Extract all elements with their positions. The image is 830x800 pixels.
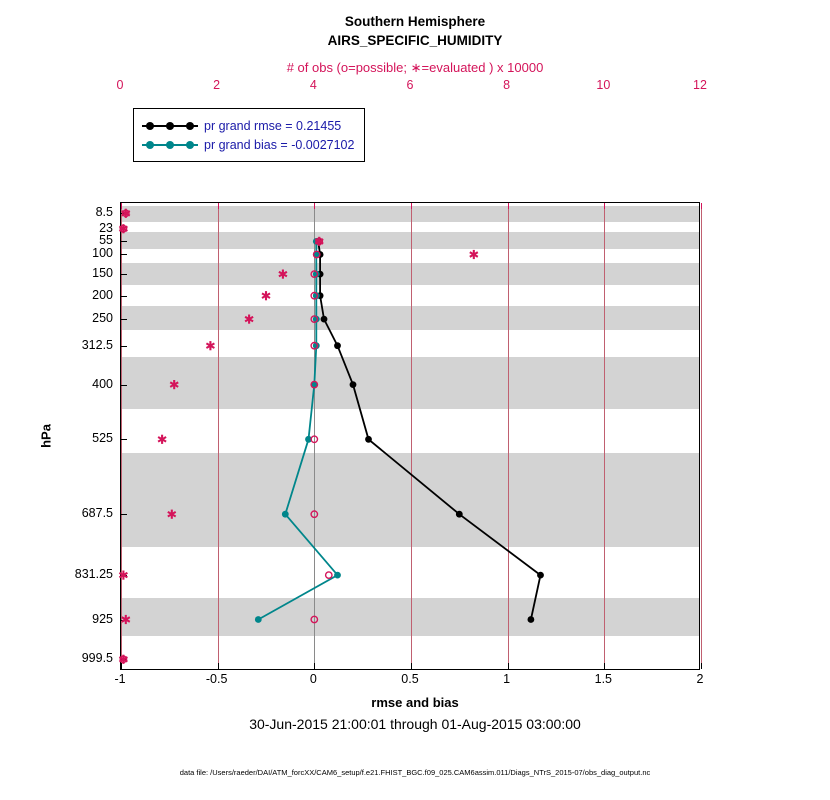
y-ticklabel: 200 bbox=[92, 287, 113, 302]
evaluated-obs-marker bbox=[170, 380, 178, 389]
y-ticklabel: 8.5 bbox=[95, 205, 113, 220]
time-range-subtitle: 30-Jun-2015 21:00:01 through 01-Aug-2015 03:00:00 bbox=[249, 716, 581, 732]
y-axis-title: hPa bbox=[38, 424, 54, 448]
evaluated-obs-marker bbox=[470, 250, 478, 259]
x-ticklabel: -1 bbox=[114, 672, 126, 686]
top-ticklabel: 6 bbox=[406, 78, 414, 92]
evaluated-obs-marker bbox=[206, 341, 214, 350]
evaluated-obs-marker bbox=[119, 571, 127, 580]
y-ticklabel: 525 bbox=[92, 431, 113, 446]
top-ticklabel: 0 bbox=[116, 78, 124, 92]
series-marker bbox=[528, 616, 535, 623]
x-tickmark bbox=[701, 663, 702, 669]
x-ticklabel: 2 bbox=[696, 672, 704, 686]
y-ticklabel: 925 bbox=[92, 611, 113, 626]
series-overlay bbox=[121, 203, 701, 671]
title-line-1: Southern Hemisphere bbox=[344, 14, 486, 29]
series-marker bbox=[365, 436, 372, 443]
legend-item[interactable] bbox=[142, 135, 354, 154]
evaluated-obs-marker bbox=[262, 291, 270, 300]
x-ticklabel: 1 bbox=[503, 672, 511, 686]
top-ticklabel: 2 bbox=[213, 78, 221, 92]
y-ticklabel: 312.5 bbox=[81, 337, 113, 352]
series-marker bbox=[334, 342, 341, 349]
evaluated-obs-marker bbox=[279, 270, 287, 279]
evaluated-obs-marker bbox=[158, 435, 166, 444]
series-marker bbox=[255, 616, 262, 623]
x-ticklabel: 0.5 bbox=[401, 672, 419, 686]
evaluated-obs-marker bbox=[168, 510, 176, 519]
series-marker bbox=[456, 511, 463, 518]
top-ticklabel: 4 bbox=[309, 78, 317, 92]
evaluated-obs-marker bbox=[245, 315, 253, 324]
y-ticklabel: 100 bbox=[92, 246, 113, 261]
top-tickmark bbox=[701, 203, 702, 209]
legend bbox=[133, 108, 365, 162]
possible-obs-marker bbox=[311, 436, 317, 442]
plot-area bbox=[120, 202, 700, 670]
top-ticklabel: 10 bbox=[596, 78, 611, 92]
y-ticklabel: 23 bbox=[99, 220, 113, 235]
y-ticklabel: 831.25 bbox=[74, 567, 113, 582]
top-ticklabel: 12 bbox=[693, 78, 707, 92]
legend-label: pr grand bias = -0.0027102 bbox=[204, 137, 355, 152]
series-marker bbox=[537, 572, 544, 579]
evaluated-obs-marker bbox=[122, 615, 130, 624]
series-marker bbox=[334, 572, 341, 579]
top-ticklabel: 8 bbox=[503, 78, 511, 92]
x-axis-title: rmse and bias bbox=[371, 695, 459, 710]
series-line bbox=[318, 241, 540, 619]
legend-swatch bbox=[142, 120, 198, 132]
data-file-caption: data file: /Users/raeder/DAI/ATM_forcXX/CAM6_setup/f.e21.FHIST_BGC.f09_025.CAM6assim.011/Diags_NTrS_2015-07/obs_diag_output.nc bbox=[179, 768, 651, 777]
y-ticklabel: 150 bbox=[92, 266, 113, 281]
series-marker bbox=[350, 381, 357, 388]
y-axis-ticklabels bbox=[0, 202, 113, 670]
x-ticklabel: -0.5 bbox=[205, 672, 228, 686]
x-gridline bbox=[701, 203, 702, 669]
y-ticklabel: 55 bbox=[99, 233, 113, 248]
series-marker bbox=[282, 511, 289, 518]
title-line-2: AIRS_SPECIFIC_HUMIDITY bbox=[327, 33, 503, 48]
y-ticklabel: 999.5 bbox=[81, 651, 113, 666]
possible-obs-marker bbox=[311, 511, 317, 517]
y-ticklabel: 400 bbox=[92, 376, 113, 391]
legend-swatch bbox=[142, 139, 198, 151]
chart-title bbox=[0, 12, 830, 50]
possible-obs-marker bbox=[311, 616, 317, 622]
y-ticklabel: 250 bbox=[92, 311, 113, 326]
legend-label: pr grand rmse = 0.21455 bbox=[204, 118, 342, 133]
x-ticklabel: 1.5 bbox=[594, 672, 613, 686]
series-line bbox=[258, 241, 337, 619]
x-ticklabel: 0 bbox=[309, 672, 317, 686]
possible-obs-marker bbox=[326, 572, 332, 578]
top-axis-title: # of obs (o=possible; ∗=evaluated ) x 10000 bbox=[286, 60, 544, 75]
y-ticklabel: 687.5 bbox=[81, 506, 113, 521]
series-marker bbox=[321, 316, 328, 323]
legend-item[interactable] bbox=[142, 116, 354, 135]
